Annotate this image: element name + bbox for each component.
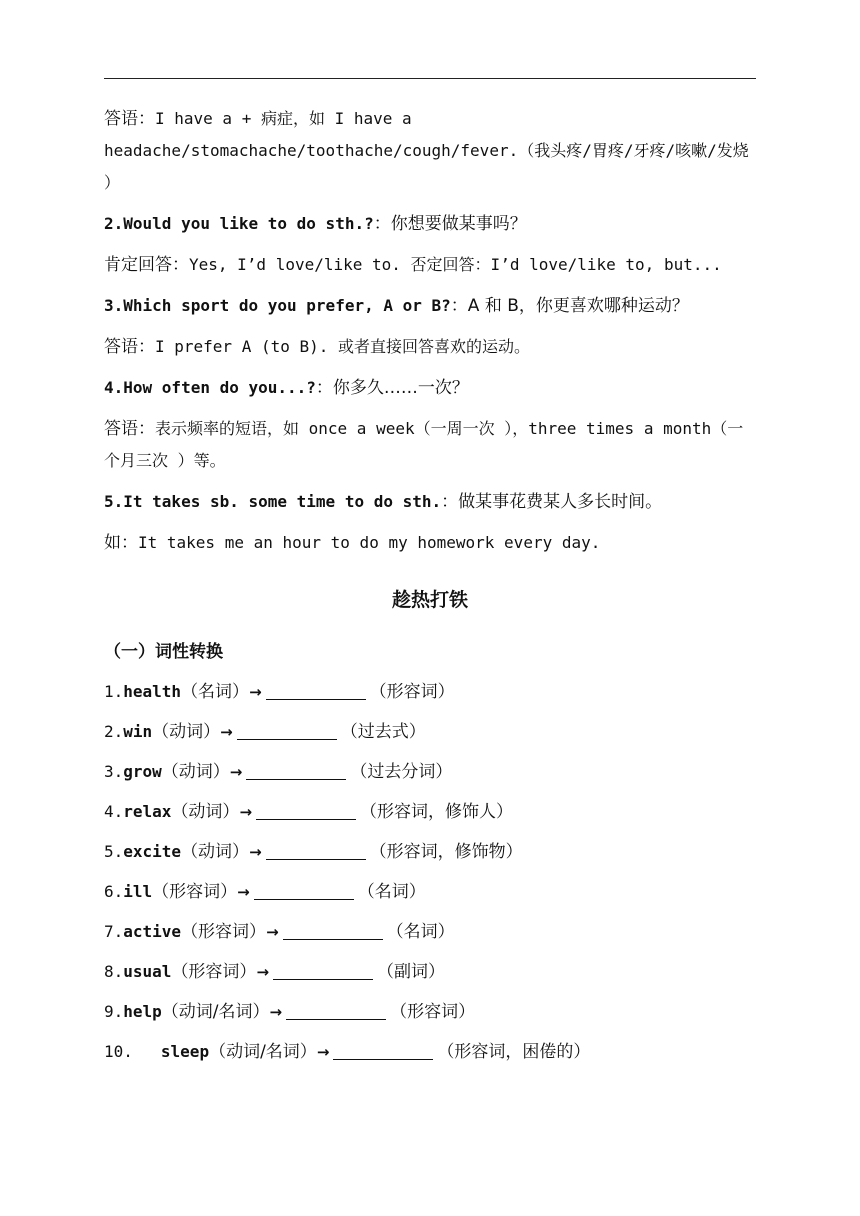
exercise-row: 7.active（形容词）→ （名词） [104,922,455,942]
arrow-icon: → [256,963,270,981]
arrow-icon: → [229,763,243,781]
section-title: 趁热打铁 [391,589,468,611]
answer-blank[interactable] [283,921,383,940]
arrow-icon: → [269,1003,283,1021]
question-3: 3.Which sport do you prefer, A or B?：A 和 B，你更喜欢哪种运动？ [104,296,689,316]
answer-blank[interactable] [256,801,356,820]
arrow-icon: → [266,923,279,941]
header-rule [104,78,756,79]
exercise-row: 2.win（动词）→ （过去式） [104,722,426,742]
arrow-icon: → [239,803,253,821]
answer-3: 答语：I prefer A (to B). 或者直接回答喜欢的运动。 [104,337,531,357]
arrow-icon: → [237,883,250,901]
exercise-row: 1.health（名词）→ （形容词） [104,682,455,702]
exercise-row: 8.usual（形容词）→ （副词） [104,962,446,982]
document-content [104,103,756,1067]
answer-blank[interactable] [266,841,366,860]
exercise-row: 4.relax（动词）→ （形容词，修饰人） [104,802,514,822]
answer-blank[interactable] [286,1001,386,1020]
exercise-row: 10. sleep（动词/名词）→ （形容词，困倦的） [104,1042,591,1062]
answer-blank[interactable] [254,881,354,900]
question-2: 2.Would you like to do sth.?：你想要做某事吗？ [104,214,527,234]
arrow-icon: → [249,683,262,701]
exercise-row: 3.grow（动词）→ （过去分词） [104,762,453,782]
question-5: 5.It takes sb. some time to do sth.：做某事花费某人多长时间。 [104,492,663,512]
answer-blank[interactable] [266,681,366,700]
exercise-row: 9.help（动词/名词）→ （形容词） [104,1002,476,1022]
answer-5: 如：It takes me an hour to do my homework every day. [104,533,601,553]
answer-blank[interactable] [237,721,337,740]
answer-2: 肯定回答：Yes, I’d love/like to. 否定回答：I’d love/like to, but... [104,255,722,275]
subsection-heading: （一）词性转换 [104,642,223,662]
answer-4: 答语：表示频率的短语，如 once a week（一周一次 ），three times a month（一个月三次 ）等。 [104,419,744,470]
arrow-icon: → [249,843,262,861]
answer-blank[interactable] [333,1041,433,1060]
exercise-row: 6.ill（形容词）→ （名词） [104,882,426,902]
exercise-row: 5.excite（动词）→ （形容词，修饰物） [104,842,523,862]
question-4: 4.How often do you...?：你多久……一次？ [104,378,469,398]
intro-answer: 答语：I have a + 病症，如 I have a headache/stomachache/toothache/cough/fever.（我头疼/胃疼/牙疼/咳嗽/发烧 ） [104,109,749,192]
answer-blank[interactable] [246,761,346,780]
arrow-icon: → [220,723,233,741]
answer-blank[interactable] [273,961,373,980]
arrow-icon: → [316,1043,330,1061]
